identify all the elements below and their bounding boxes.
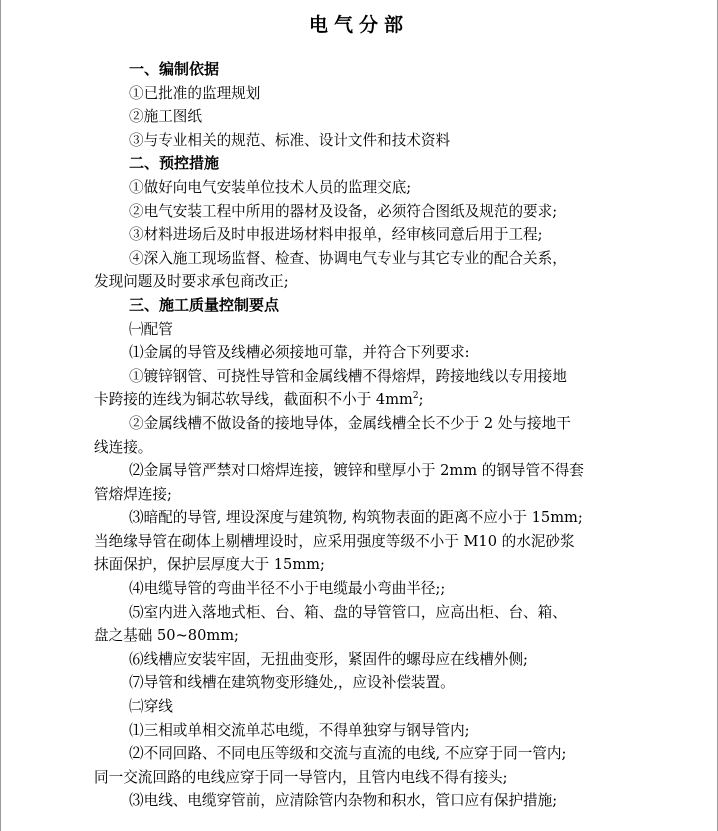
paragraph: ⑶暗配的导管, 埋设深度与建筑物, 构筑物表面的距离不应小于 15mm; — [129, 509, 583, 527]
list-item: ③材料进场后及时申报进场材料申报单，经审核同意后用于工程; — [129, 226, 543, 244]
list-item: ②施工图纸 — [129, 108, 202, 126]
list-item-continued: 发现问题及时要求承包商改正; — [94, 273, 289, 291]
paragraph-continued: 抹面保护，保护层厚度大于 15mm; — [94, 556, 325, 574]
paragraph: ⑵不同回路、不同电压等级和交流与直流的电线, 不应穿于同一管内; — [129, 745, 567, 763]
subsection-conduit: ㈠配管 — [129, 320, 173, 338]
list-item: ③与专业相关的规范、标准、设计文件和技术资料 — [129, 131, 451, 149]
heading-basis: 一、编制依据 — [129, 60, 220, 78]
page-left-border — [0, 0, 1, 831]
paragraph: ①镀锌钢管、可挠性导管和金属线槽不得熔焊，跨接地线以专用接地 — [129, 367, 567, 385]
paragraph: ⑺导管和线槽在建筑物变形缝处,，应设补偿装置。 — [129, 674, 455, 692]
paragraph-continued: 管熔焊连接; — [94, 485, 172, 503]
paragraph: ⑴三相或单相交流单芯电缆，不得单独穿与钢导管内; — [129, 721, 470, 739]
superscript: 2 — [412, 391, 419, 402]
list-item: ①已批准的监理规划 — [129, 84, 261, 102]
paragraph: ②金属线槽不做设备的接地导体，金属线槽全长不少于 2 处与接地干 — [129, 414, 571, 432]
paragraph-continued — [94, 388, 634, 412]
paragraph: ⑵金属导管严禁对口熔焊连接，镀锌和壁厚小于 2mm 的钢导管不得套 — [129, 462, 584, 480]
list-item: ①做好向电气安装单位技术人员的监理交底; — [129, 178, 412, 196]
page-title: 电气分部 — [308, 14, 409, 36]
paragraph-continued: 盘之基础 50~80mm; — [94, 627, 239, 645]
paragraph: ⑷电缆导管的弯曲半径不小于电缆最小弯曲半径;; — [129, 580, 446, 598]
document-body — [94, 58, 634, 813]
paragraph: ⑴金属的导管及线槽必须接地可靠，并符合下列要求: — [129, 344, 470, 362]
paragraph: ⑹线槽应安装牢固，无扭曲变形，紧固件的螺母应在线槽外侧; — [129, 650, 528, 668]
text-span: ; — [418, 391, 424, 409]
list-item: ④深入施工现场监督、检查、协调电气专业与其它专业的配合关系， — [129, 249, 567, 267]
paragraph: ⑶电线、电缆穿管前，应清除管内杂物和积水，管口应有保护措施; — [129, 792, 558, 810]
subsection-wiring: ㈡穿线 — [129, 698, 173, 716]
paragraph: ⑸室内进入落地式柜、台、箱、盘的导管管口，应高出柜、台、箱、 — [129, 603, 567, 621]
heading-quality-control: 三、施工质量控制要点 — [129, 295, 280, 314]
text-span: 卡跨接的连线为铜芯软导线，截面积不小于 4mm — [94, 391, 413, 409]
paragraph-continued: 当绝缘导管在砌体上剔槽埋设时，应采用强度等级不小于 M10 的水泥砂浆 — [94, 532, 575, 550]
paragraph-continued: 同一交流回路的电线应穿于同一导管内，且管内电线不得有接头; — [94, 768, 508, 786]
list-item: ②电气安装工程中所用的器材及设备，必须符合图纸及规范的要求; — [129, 202, 558, 220]
heading-precontrol: 二、预控措施 — [129, 154, 220, 173]
paragraph-continued: 线连接。 — [94, 438, 153, 456]
